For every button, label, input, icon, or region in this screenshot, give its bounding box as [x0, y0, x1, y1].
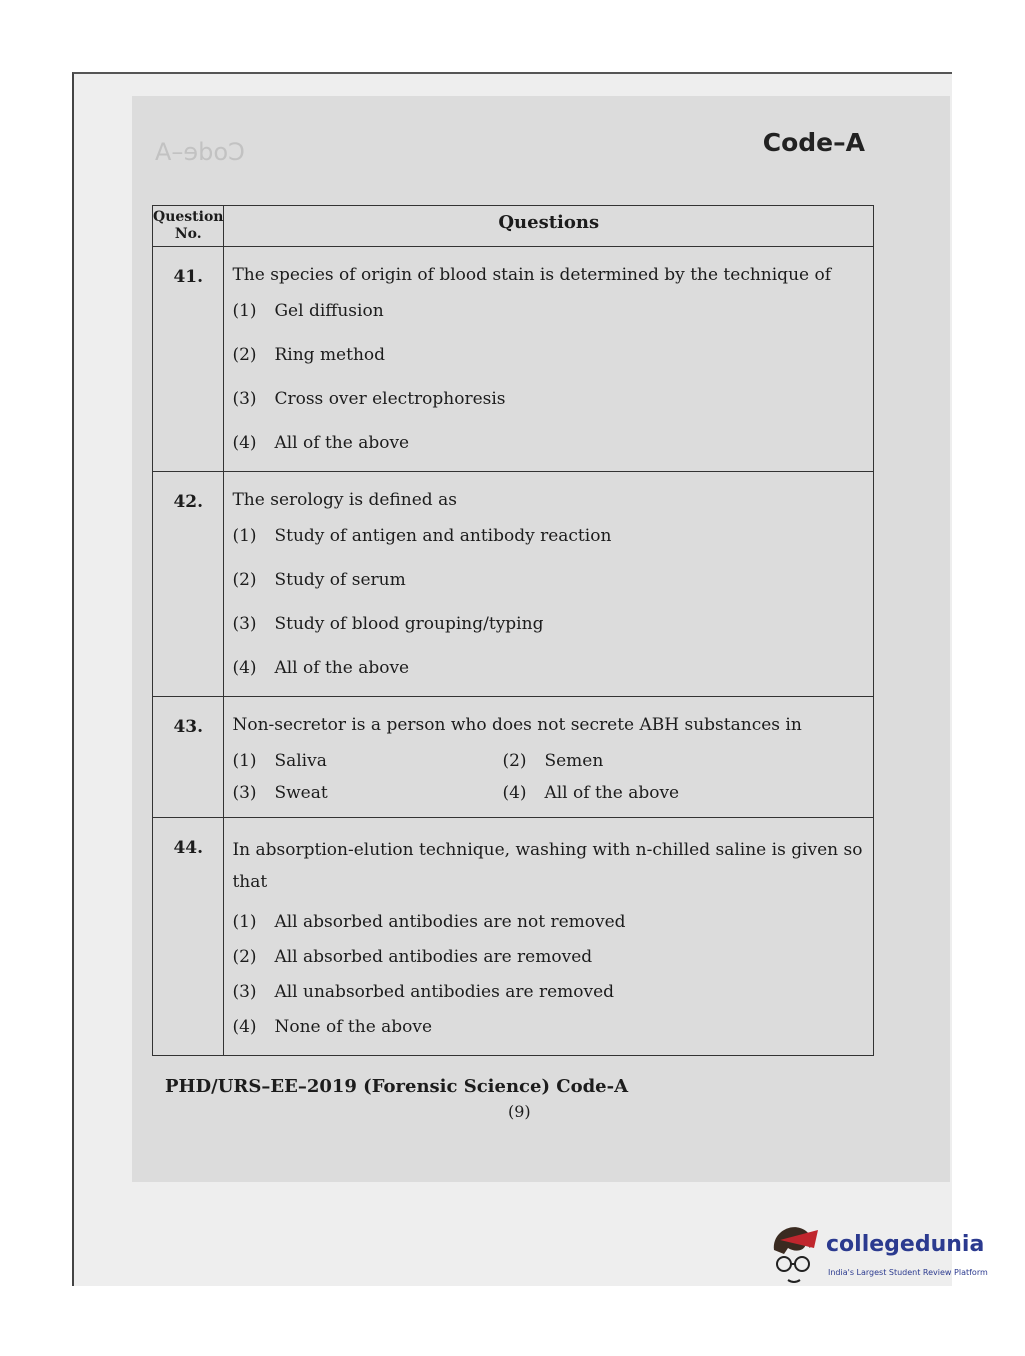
option-text: All of the above [274, 433, 410, 453]
option-text: Gel diffusion [274, 301, 384, 321]
option-number: (1) [232, 301, 257, 321]
option-number: (4) [232, 433, 257, 453]
option-text: Cross over electrophoresis [274, 389, 506, 409]
questions-table [152, 205, 874, 1056]
bleed-through-text: Code–A [155, 138, 245, 166]
collegedunia-logo [770, 1222, 1000, 1312]
option-number: (1) [232, 526, 257, 546]
logo-wordmark: collegedunia [826, 1232, 985, 1257]
option-number: (4) [502, 783, 527, 803]
option-text: Study of serum [274, 570, 406, 590]
option [232, 1017, 867, 1041]
option-number: (2) [232, 947, 257, 967]
question-text: The serology is defined as [232, 490, 457, 510]
option-text: All absorbed antibodies are removed [274, 947, 593, 967]
option [232, 345, 867, 389]
option [232, 301, 867, 345]
option-number: (3) [232, 982, 257, 1002]
option [232, 783, 502, 803]
question-text: Non-secretor is a person who does not secrete ABH substances in [232, 715, 802, 735]
option-number: (3) [232, 614, 257, 634]
question-number: 41. [153, 247, 224, 472]
page-number: (9) [508, 1102, 531, 1121]
question-body [224, 472, 874, 697]
option [232, 526, 867, 570]
option-text: Saliva [274, 751, 327, 771]
option-text: Semen [544, 751, 604, 771]
option-number: (2) [232, 570, 257, 590]
question-row [153, 818, 874, 1056]
option-number: (4) [232, 1017, 257, 1037]
question-row [153, 697, 874, 818]
option-text: Sweat [274, 783, 328, 803]
option-number: (3) [232, 783, 257, 803]
options-grid [232, 751, 867, 803]
paper-footer: PHD/URS–EE–2019 (Forensic Science) Code-A [165, 1076, 629, 1097]
option-text: Study of blood grouping/typing [274, 614, 544, 634]
question-number: 44. [153, 818, 224, 1056]
option [232, 947, 867, 982]
option [232, 751, 502, 771]
option-number: (1) [232, 912, 257, 932]
option-text: All unabsorbed antibodies are removed [274, 982, 615, 1002]
option-number: (2) [502, 751, 527, 771]
question-number: 42. [153, 472, 224, 697]
option-text: All of the above [274, 658, 410, 678]
column-header-questions: Questions [224, 206, 874, 247]
option-text: Ring method [274, 345, 386, 365]
option-number: (3) [232, 389, 257, 409]
option [232, 614, 867, 658]
paper-code: Code–A [762, 128, 865, 157]
option-number: (4) [232, 658, 257, 678]
option [502, 751, 772, 771]
question-body [224, 818, 874, 1056]
question-body [224, 697, 874, 818]
option [232, 658, 867, 682]
mascot-icon [770, 1222, 822, 1292]
column-header-number: Question No. [153, 206, 224, 247]
option [232, 912, 867, 947]
question-number: 43. [153, 697, 224, 818]
option [232, 570, 867, 614]
question-body [224, 247, 874, 472]
option [502, 783, 772, 803]
option [232, 389, 867, 433]
option-number: (1) [232, 751, 257, 771]
option [232, 433, 867, 457]
question-row [153, 247, 874, 472]
question-text: The species of origin of blood stain is determined by the technique of [232, 265, 832, 285]
table-header-row [153, 206, 874, 247]
question-row [153, 472, 874, 697]
option-text: All absorbed antibodies are not removed [274, 912, 626, 932]
option-number: (2) [232, 345, 257, 365]
option [232, 982, 867, 1017]
question-text: In absorption-elution technique, washing with n-chilled saline is given so that [232, 840, 863, 892]
option-text: None of the above [274, 1017, 433, 1037]
logo-tagline: India's Largest Student Review Platform [828, 1268, 988, 1277]
option-text: Study of antigen and antibody reaction [274, 526, 612, 546]
option-text: All of the above [544, 783, 680, 803]
